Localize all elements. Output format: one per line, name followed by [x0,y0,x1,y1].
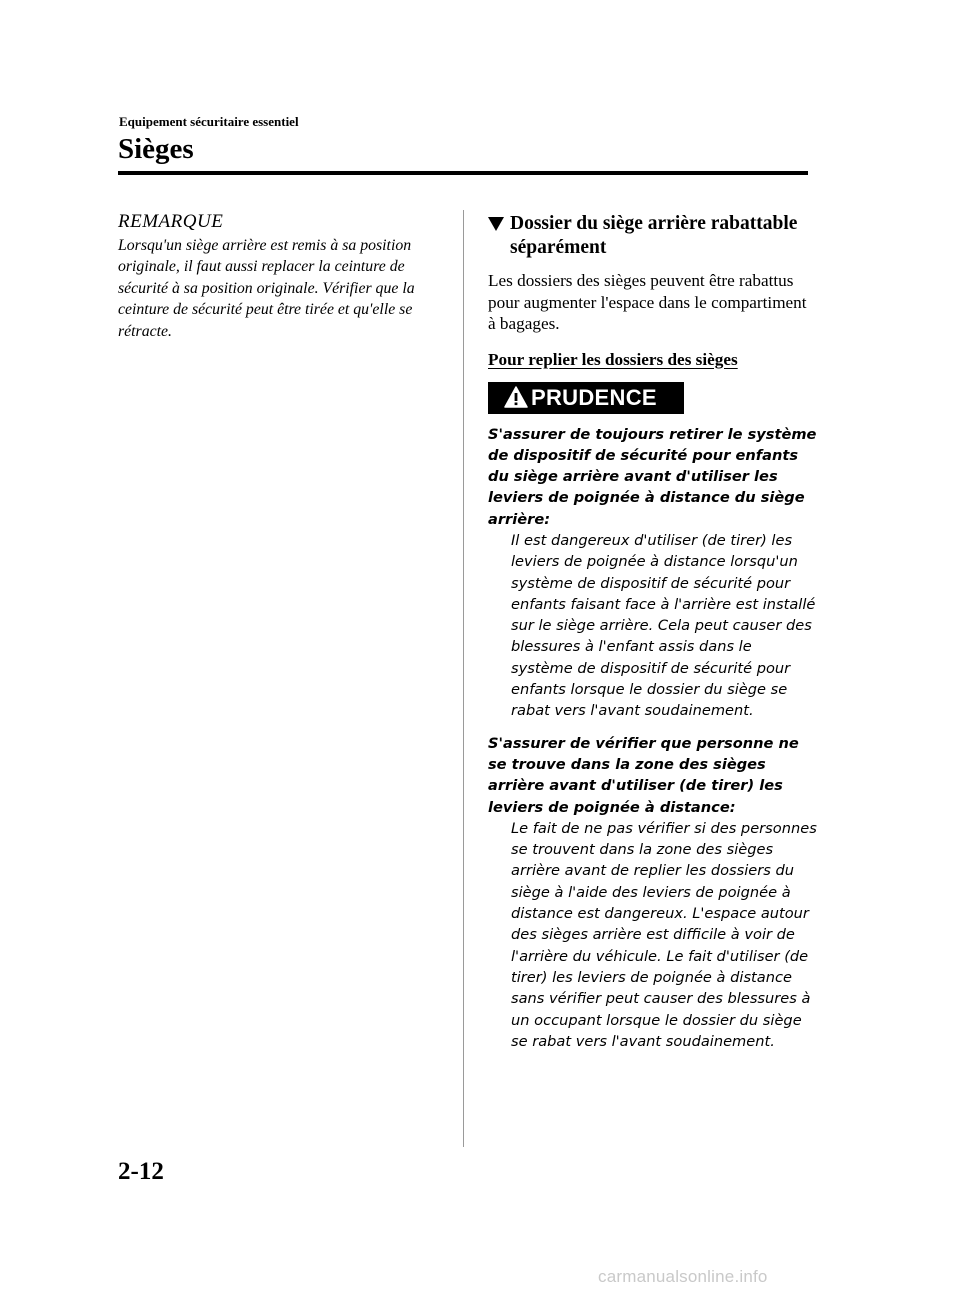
caution-warning [488,733,818,1052]
header-divider [118,171,808,175]
column-divider [463,210,464,1147]
warning-detail: Il est dangereux d'utiliser (de tirer) les leviers de poignée à distance lorsqu'un système de dispositif de sécurité pour enfants faisant face à l'arrière est installé sur le siège arrière. Cela peut causer des blessures à l'enfant assis dans le système de dispositif de sécurité pour enfants lorsque le dossier du siège se rabat vers l'avant soudainement. [511,531,816,720]
right-column [488,212,818,1052]
section-heading [488,212,818,260]
procedure-subheading: Pour replier les dossiers des sièges [488,349,738,369]
page-number: 2-12 [118,1158,164,1185]
page-title: Sièges [118,133,194,165]
warning-detail: Le fait de ne pas vérifier si des personnes se trouvent dans la zone des sièges arrière avant de replier les dossiers du siège à l'aide des leviers de poignée à distance est dangereux. L'espace autour des sièges arrière est difficile à voir de l'arrière du véhicule. Le fait d'utiliser (de tirer) les leviers de poignée à distance sans vérifier peut causer des blessures à un occupant lorsque le dossier du siège se rabat vers l'avant soudainement. [511,819,817,1050]
warning-icon [504,386,528,408]
section-heading-text: Dossier du siège arrière rabattable séparément [510,213,798,258]
caution-warning [488,424,818,722]
caution-label-text: PRUDENCE [531,384,657,410]
caution-label [488,382,684,414]
note-title: REMARQUE [118,211,224,232]
section-intro: Les dossiers des sièges peuvent être rabattus pour augmenter l'espace dans le compartiment à bagages. [488,271,807,333]
left-column [118,210,448,342]
triangle-bullet-icon [488,217,504,231]
section-label: Equipement sécuritaire essentiel [119,114,299,129]
warning-lead: S'assurer de toujours retirer le système de dispositif de sécurité pour enfants du siège arrière avant d'utiliser les leviers de poignée à distance du siège arrière: [488,425,817,528]
note-body: Lorsqu'un siège arrière est remis à sa position originale, il faut aussi replacer la ceinture de sécurité à sa position originale. Vérifier que la ceinture de sécurité peut être tirée et qu'elle se rétracte. [118,237,415,340]
watermark: carmanualsonline.info [598,1267,768,1286]
warning-lead: S'assurer de vérifier que personne ne se trouve dans la zone des sièges arrière avant d'utiliser (de tirer) les leviers de poignée à distance: [488,734,799,816]
